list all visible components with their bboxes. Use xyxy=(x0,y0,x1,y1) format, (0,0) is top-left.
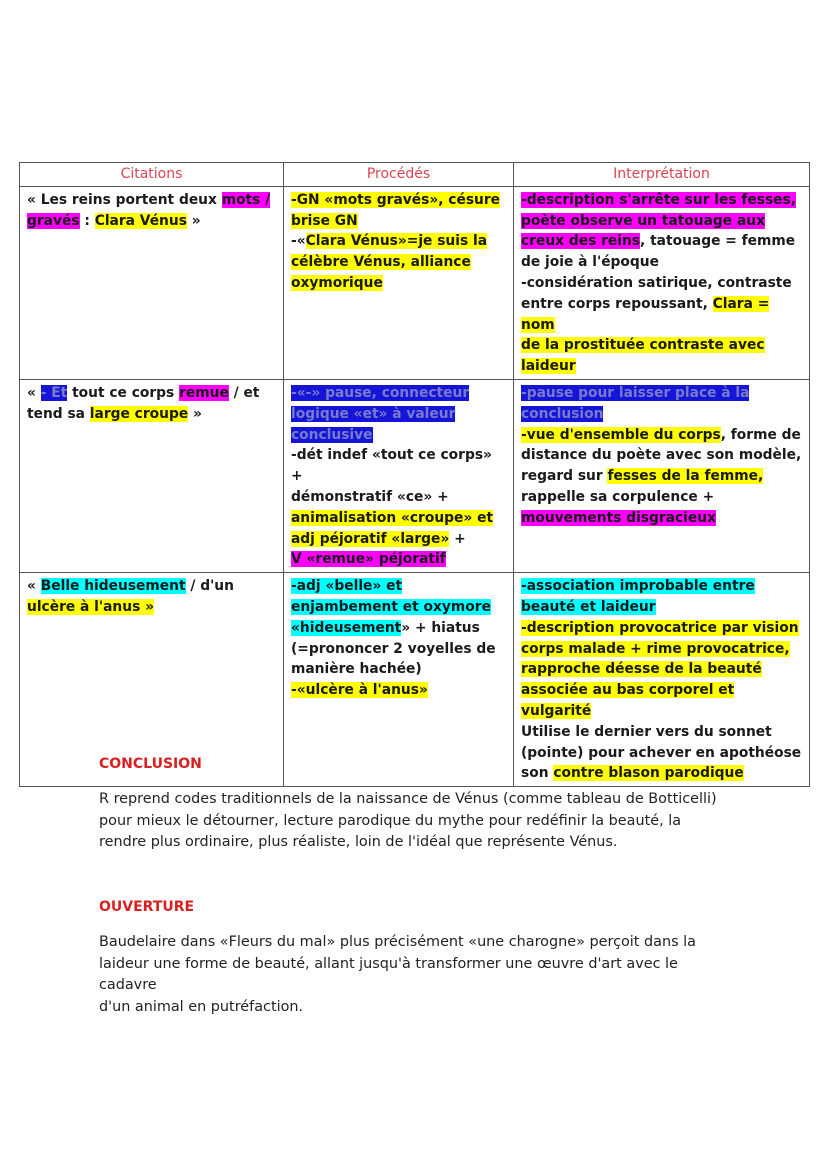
citation-cell xyxy=(20,186,284,379)
cell-text: de joie à l'époque xyxy=(521,254,659,271)
yellow-highlight: associée au bas corporel et vulgarité xyxy=(521,682,735,719)
yellow-highlight: fesses de la femme, xyxy=(607,468,764,485)
citation-cell xyxy=(20,379,284,572)
blue-highlight: logique «et» à valeur xyxy=(291,405,456,422)
cell-text: / d'un xyxy=(185,578,234,595)
table-row xyxy=(20,379,810,572)
cell-text: : xyxy=(79,212,95,229)
cell-text: démonstratif «ce» + xyxy=(291,488,449,505)
header-citations: Citations xyxy=(20,163,284,187)
blue-highlight: -«-» pause, connecteur xyxy=(291,384,470,401)
cell-text: » + hiatus xyxy=(401,619,480,636)
cell-text: « Les reins portent deux xyxy=(27,191,222,208)
conclusion-title: CONCLUSION xyxy=(99,756,202,772)
ouverture-text xyxy=(99,932,739,1018)
cell-text: / et xyxy=(228,384,260,401)
conclusion-line: R reprend codes traditionnels de la naissance de Vénus (comme tableau de Botticelli) xyxy=(99,791,717,807)
magenta-highlight: gravés xyxy=(27,212,80,229)
yellow-highlight: adj péjoratif «large» xyxy=(291,530,450,547)
cell-text: regard sur xyxy=(521,468,608,485)
cell-text: -considération satirique, contraste xyxy=(521,274,792,291)
cell-text: Utilise le dernier vers du sonnet xyxy=(521,723,772,740)
ouverture-title: OUVERTURE xyxy=(99,899,195,915)
ouverture-line: laideur une forme de beauté, allant jusqu'à transformer une œuvre d'art avec le cadavre xyxy=(99,955,678,993)
procedes-cell xyxy=(284,573,514,787)
table-header-row xyxy=(20,163,810,187)
cell-text: + xyxy=(449,530,466,547)
citation-cell xyxy=(20,573,284,787)
cell-text: rappelle sa corpulence + xyxy=(521,488,715,505)
magenta-highlight: -description s'arrête sur les fesses, xyxy=(521,191,796,208)
conclusion-line: pour mieux le détourner, lecture parodique du mythe pour redéfinir la beauté, la xyxy=(99,812,682,829)
cell-text: , tatouage = femme xyxy=(640,233,796,250)
cell-text: entre corps repoussant, xyxy=(521,295,713,312)
header-procedes: Procédés xyxy=(284,163,514,187)
cell-text: manière hachée) xyxy=(291,661,422,678)
table-row xyxy=(20,186,810,379)
interpretation-cell xyxy=(514,573,810,787)
ouverture-line: Baudelaire dans «Fleurs du mal» plus précisément «une charogne» perçoit dans la xyxy=(99,934,696,950)
cyan-highlight: enjambement et oxymore xyxy=(291,598,491,615)
yellow-highlight: célèbre Vénus, alliance xyxy=(291,254,471,271)
conclusion-line: rendre plus ordinaire, plus réaliste, loin de l'idéal que représente Vénus. xyxy=(99,834,618,850)
yellow-highlight: Clara Vénus xyxy=(94,212,187,229)
yellow-highlight: -description provocatrice par vision xyxy=(521,619,799,636)
yellow-highlight: contre blason parodique xyxy=(553,765,744,782)
cell-text: -dét indef «tout ce corps» + xyxy=(291,447,492,485)
ouverture-line: d'un animal en putréfaction. xyxy=(99,998,304,1015)
yellow-highlight: rapproche déesse de la beauté xyxy=(521,661,762,678)
conclusion-text xyxy=(99,789,739,854)
magenta-highlight: mouvements disgracieux xyxy=(521,509,716,526)
interpretation-cell xyxy=(514,186,810,379)
yellow-highlight: animalisation «croupe» et xyxy=(291,509,494,526)
blue-highlight: -pause pour laisser place à la xyxy=(521,384,750,401)
yellow-highlight: oxymorique xyxy=(291,274,383,291)
magenta-highlight: creux des reins xyxy=(521,233,641,250)
cyan-highlight: beauté et laideur xyxy=(521,598,656,615)
cell-text: » xyxy=(186,212,201,229)
cell-text: « xyxy=(27,578,41,595)
yellow-highlight: corps malade + rime provocatrice, xyxy=(521,640,790,657)
magenta-highlight: poète observe un tatouage aux xyxy=(521,212,765,229)
magenta-highlight: remue xyxy=(179,384,229,401)
cell-text: , forme de xyxy=(720,426,801,443)
magenta-highlight: mots / xyxy=(221,191,271,208)
yellow-highlight: -«ulcère à l'anus» xyxy=(291,682,428,699)
cell-text: son xyxy=(521,765,554,782)
cyan-highlight: «hideusement xyxy=(291,619,402,636)
cell-text: tout ce corps xyxy=(67,384,180,401)
cell-text: « xyxy=(27,384,41,401)
cyan-highlight: -adj «belle» et xyxy=(291,578,403,595)
cell-text: » xyxy=(188,405,202,422)
yellow-highlight: ulcère à l'anus » xyxy=(27,598,155,615)
blue-highlight: conclusion xyxy=(521,405,604,422)
yellow-highlight: large croupe xyxy=(89,405,189,422)
yellow-highlight: -vue d'ensemble du corps xyxy=(521,426,721,443)
header-interpretation: Interprétation xyxy=(514,163,810,187)
blue-highlight: conclusive xyxy=(291,426,373,443)
yellow-highlight: brise GN xyxy=(291,212,358,229)
table-row xyxy=(20,573,810,787)
yellow-highlight: Clara = nom xyxy=(521,295,770,333)
interpretation-cell xyxy=(514,379,810,572)
cyan-highlight: -association improbable entre xyxy=(521,578,755,595)
cell-text: distance du poète avec son modèle, xyxy=(521,447,802,464)
cell-text: tend sa xyxy=(27,405,90,422)
yellow-highlight: laideur xyxy=(521,358,576,375)
analysis-table xyxy=(19,162,810,787)
procedes-cell xyxy=(284,379,514,572)
procedes-cell xyxy=(284,186,514,379)
magenta-highlight: V «remue» péjoratif xyxy=(291,551,446,568)
yellow-highlight: de la prostituée contraste avec xyxy=(521,337,765,354)
cell-text: (=prononcer 2 voyelles de xyxy=(291,640,496,657)
yellow-highlight: Clara Vénus»=je suis la xyxy=(305,233,488,250)
yellow-highlight: -GN «mots gravés», césure xyxy=(291,191,501,208)
cell-text: -« xyxy=(291,233,306,250)
cyan-highlight: Belle hideusement xyxy=(40,578,186,595)
cell-text: (pointe) pour achever en apothéose xyxy=(521,744,802,761)
blue-highlight: - Et xyxy=(40,384,68,401)
